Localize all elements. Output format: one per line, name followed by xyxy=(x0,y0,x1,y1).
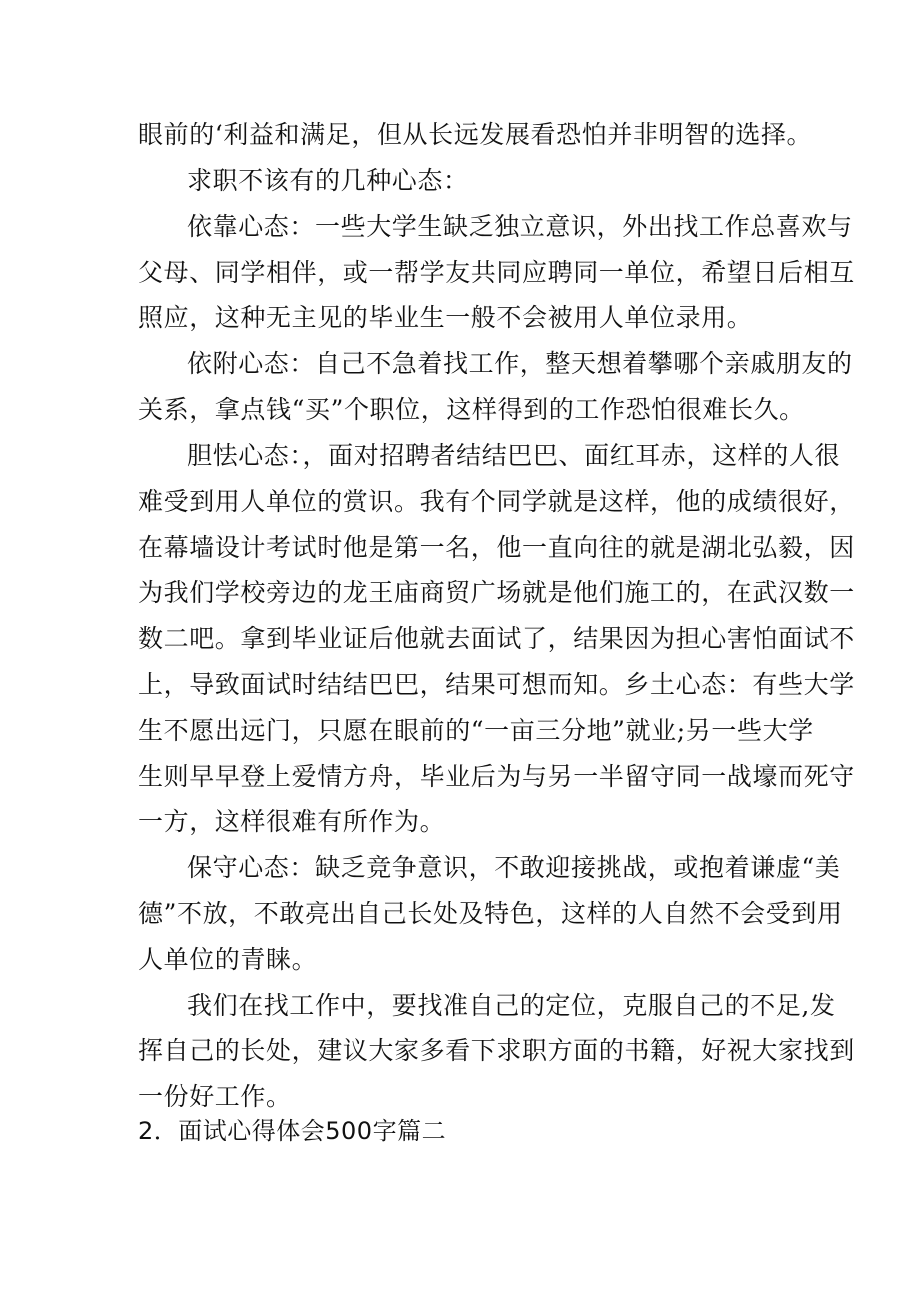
paragraph-line: 一方，这样很难有所作为。 xyxy=(138,807,446,836)
paragraph-line: 胆怯心态：，面对招聘者结结巴巴、面红耳赤，这样的人很 xyxy=(187,441,841,470)
paragraph-line: 依靠心态：一些大学生缺乏独立意识，外出找工作总喜欢与 xyxy=(187,212,853,241)
paragraph-line: 上，导致面试时结结巴巴，结果可想而知。乡土心态：有些大学 xyxy=(138,670,855,699)
paragraph-line: 生则早早登上爱情方舟，毕业后为与另一半留守同一战壕而死守 xyxy=(138,762,855,791)
paragraph-line: 在幕墙设计考试时他是第一名，他一直向往的就是湖北弘毅，因 xyxy=(138,533,855,562)
paragraph-line: 德”不放，不敢亮出自己长处及特色，这样的人自然不会受到用 xyxy=(138,899,843,928)
paragraph-line: 求职不该有的几种心态： xyxy=(187,166,469,195)
section-heading: 2．面试心得体会500字篇二 xyxy=(138,1117,447,1145)
paragraph-line: 人单位的青睐。 xyxy=(138,945,318,974)
paragraph-line: 眼前的‘利益和满足，但从长远发展看恐怕并非明智的选择。 xyxy=(138,120,813,149)
paragraph-line: 关系，拿点钱“买”个职位，这样得到的工作恐怕很难长久。 xyxy=(138,395,805,424)
paragraph-line: 挥自己的长处，建议大家多看下求职方面的书籍，好祝大家找到 xyxy=(138,1036,855,1065)
paragraph-line: 数二吧。拿到毕业证后他就去面试了，结果因为担心害怕面试不 xyxy=(138,624,855,653)
paragraph-line: 照应，这种无主见的毕业生一般不会被用人单位录用。 xyxy=(138,303,753,332)
paragraph-line: 为我们学校旁边的龙王庙商贸广场就是他们施工的，在武汉数一 xyxy=(138,578,855,607)
paragraph-line: 难受到用人单位的赏识。我有个同学就是这样，他的成绩很好， xyxy=(138,487,855,516)
paragraph-line: 一份好工作。 xyxy=(138,1082,292,1111)
paragraph-line: 保守心态：缺乏竞争意识，不敢迎接挑战，或抱着谦虚“美 xyxy=(187,853,841,882)
paragraph-line: 生不愿出远门，只愿在眼前的“一亩三分地”就业;另一些大学 xyxy=(138,716,814,745)
paragraph-line: 父母、同学相伴，或一帮学友共同应聘同一单位，希望日后相互 xyxy=(138,258,855,287)
paragraph-line: 我们在找工作中，要找准自己的定位，克服自己的不足,发 xyxy=(187,991,836,1020)
paragraph-line: 依附心态：自己不急着找工作，整天想着攀哪个亲戚朋友的 xyxy=(187,349,853,378)
